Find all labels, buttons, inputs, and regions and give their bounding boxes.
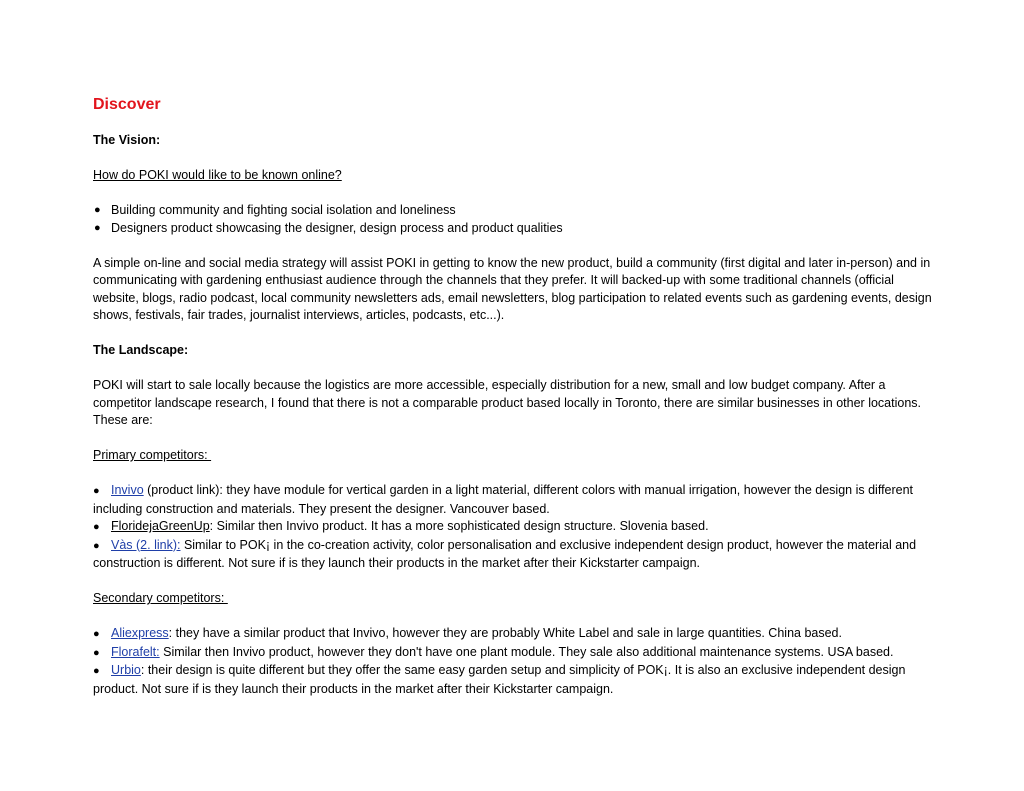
secondary-competitors-list: [93, 625, 938, 698]
bullet-icon: ●: [93, 646, 100, 659]
urbio-link[interactable]: Urbio: [111, 663, 141, 677]
bullet-icon: ●: [93, 485, 100, 497]
bullet-icon: ●: [93, 521, 100, 533]
list-item: ● Florafelt: Similar then Invivo product, however they don't have one plant module. They sale also additional maintenance systems. USA based.: [93, 644, 938, 663]
list-item: ● Urbio: their design is quite different but they offer the same easy garden setup and simplicity of POK¡. It is also an exclusive independent design product. Not sure if is they launch their products in the market after their Kickstarter campaign.: [93, 663, 906, 696]
vision-paragraph: A simple on-line and social media strategy will assist POKI in getting to know the new product, build a community (first digital and later in-person) and in communicating with gardening enthusiast audience through the channels that they prefer. It will backed-up with some traditional channels (official website, blogs, radio podcast, local community newsletters ads, email newsletters, blog participation to related events such as gardening events, design shows, festivals, fair trades, journalist interviews, articles, podcasts, etc...).: [93, 255, 932, 322]
bullet-icon: ●: [93, 665, 100, 677]
list-item: ● Designers product showcasing the designer, design process and product qualities: [93, 220, 938, 238]
bullet-icon: ●: [93, 628, 100, 640]
list-item: ● Aliexpress: they have a similar product that Invivo, however they are probably White Label and sale in large quantities. China based.: [93, 625, 938, 644]
florafelt-link[interactable]: Florafelt:: [111, 644, 160, 659]
invivo-link[interactable]: Invivo: [111, 483, 144, 497]
document-content: [93, 94, 938, 698]
aliexpress-link[interactable]: Aliexpress: [111, 626, 169, 640]
vision-question: How do POKI would like to be known online?: [93, 168, 342, 182]
bullet-icon: ●: [93, 539, 100, 552]
bullet-icon: ●: [94, 204, 101, 216]
vision-heading: The Vision:: [93, 133, 161, 147]
secondary-competitors-heading: Secondary competitors:: [93, 591, 228, 605]
primary-competitors-list: [93, 482, 938, 573]
vas-link[interactable]: Vàs (2. link):: [111, 537, 181, 552]
bullet-icon: ●: [94, 221, 101, 234]
landscape-heading: The Landscape:: [93, 343, 189, 357]
list-item: ● Invivo (product link): they have module for vertical garden in a light material, different colors with manual irrigation, however the design is different including construction and materials. They present the designer. Vancouver based.: [93, 483, 914, 516]
primary-competitors-heading: Primary competitors:: [93, 448, 212, 462]
landscape-paragraph: POKI will start to sale locally because the logistics are more accessible, especially distribution for a new, small and low budget company. After a competitor landscape research, I found that there is not a comparable product based locally in Toronto, there are similar businesses in other locations. These are:: [93, 378, 922, 427]
floridejagreenup-name: FloridejaGreenUp: [111, 519, 210, 533]
list-item: ● FloridejaGreenUp: Similar then Invivo product. It has a more sophisticated design structure. Slovenia based.: [93, 518, 938, 537]
vision-bullet-list: [93, 202, 938, 237]
list-item: ● Building community and fighting social isolation and loneliness: [93, 202, 938, 220]
section-title: Discover: [93, 96, 161, 113]
list-item: ● Vàs (2. link): Similar to POK¡ in the co-creation activity, color personalisation and exclusive independent design product, however the material and construction is different. Not sure if is they launch their products in the market after their Kickstarter campaign.: [93, 537, 917, 570]
